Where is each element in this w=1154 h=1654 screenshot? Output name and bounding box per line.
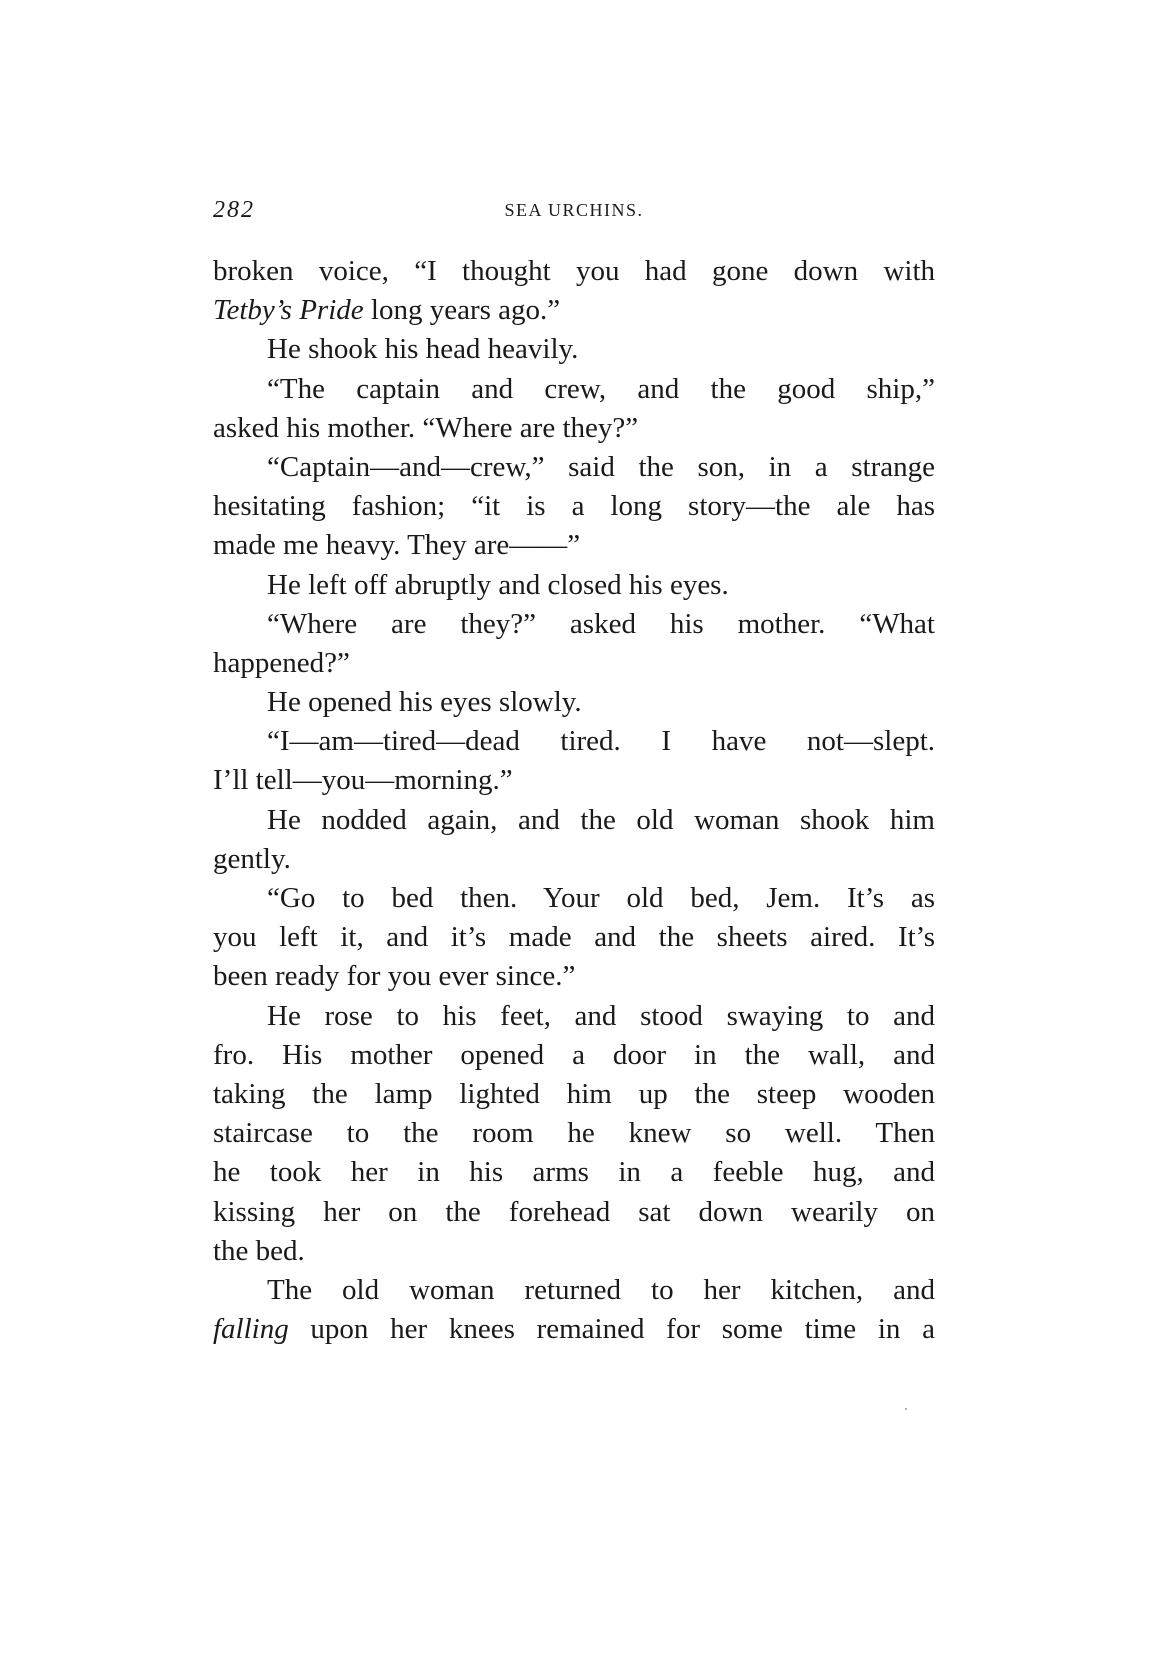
text-line: I’ll tell—you—morning.” (213, 764, 513, 797)
ship-name: Tetby’s Pride (213, 294, 364, 327)
text-line: “The captain and crew, and the good ship,” (267, 372, 935, 405)
text-line: “Where are they?” asked his mother. “What (267, 607, 935, 640)
text-fragment: long years ago.” (363, 294, 561, 327)
text-line: He opened his eyes slowly. (267, 686, 582, 719)
body-text (213, 252, 935, 1349)
text-line (213, 291, 935, 330)
paper-speck (905, 1408, 907, 1410)
text-line: gently. (213, 842, 291, 875)
text-line: asked his mother. “Where are they?” (213, 411, 639, 444)
text-line: “Captain—and—crew,” said the son, in a strange (267, 450, 935, 483)
text-line: taking the lamp lighted him up the steep wooden (213, 1077, 935, 1110)
running-title: SEA URCHINS. (504, 200, 644, 220)
text-line: He left off abruptly and closed his eyes. (267, 568, 729, 601)
text-line (213, 1310, 935, 1349)
page-number: 282 (213, 197, 255, 223)
page-header (213, 197, 935, 227)
text-line: hesitating fashion; “it is a long story—the ale has (213, 490, 935, 523)
text-line: “I—am—tired—dead tired. I have not—slept. (267, 725, 935, 758)
text-line: He nodded again, and the old woman shook him (267, 803, 935, 836)
text-line: he took her in his arms in a feeble hug, and (213, 1156, 935, 1189)
text-line: kissing her on the forehead sat down wearily on (213, 1195, 935, 1228)
text-line: been ready for you ever since.” (213, 960, 576, 993)
text-line: He shook his head heavily. (267, 333, 579, 366)
text-fragment: upon her knees remained for some time in a (288, 1313, 935, 1346)
text-line: He rose to his feet, and stood swaying to and (267, 999, 935, 1032)
text-line: you left it, and it’s made and the sheets aired. It’s (213, 921, 935, 954)
text-line: The old woman returned to her kitchen, and (267, 1273, 935, 1306)
text-line: the bed. (213, 1234, 305, 1267)
text-line: fro. His mother opened a door in the wall, and (213, 1038, 935, 1071)
text-line: made me heavy. They are——” (213, 529, 581, 562)
text-line: staircase to the room he knew so well. Then (213, 1117, 935, 1150)
text-line: happened?” (213, 646, 350, 679)
emphasis-word: falling (213, 1313, 289, 1346)
text-line: “Go to bed then. Your old bed, Jem. It’s as (267, 882, 935, 914)
text-line: broken voice, “I thought you had gone down with (213, 255, 935, 287)
